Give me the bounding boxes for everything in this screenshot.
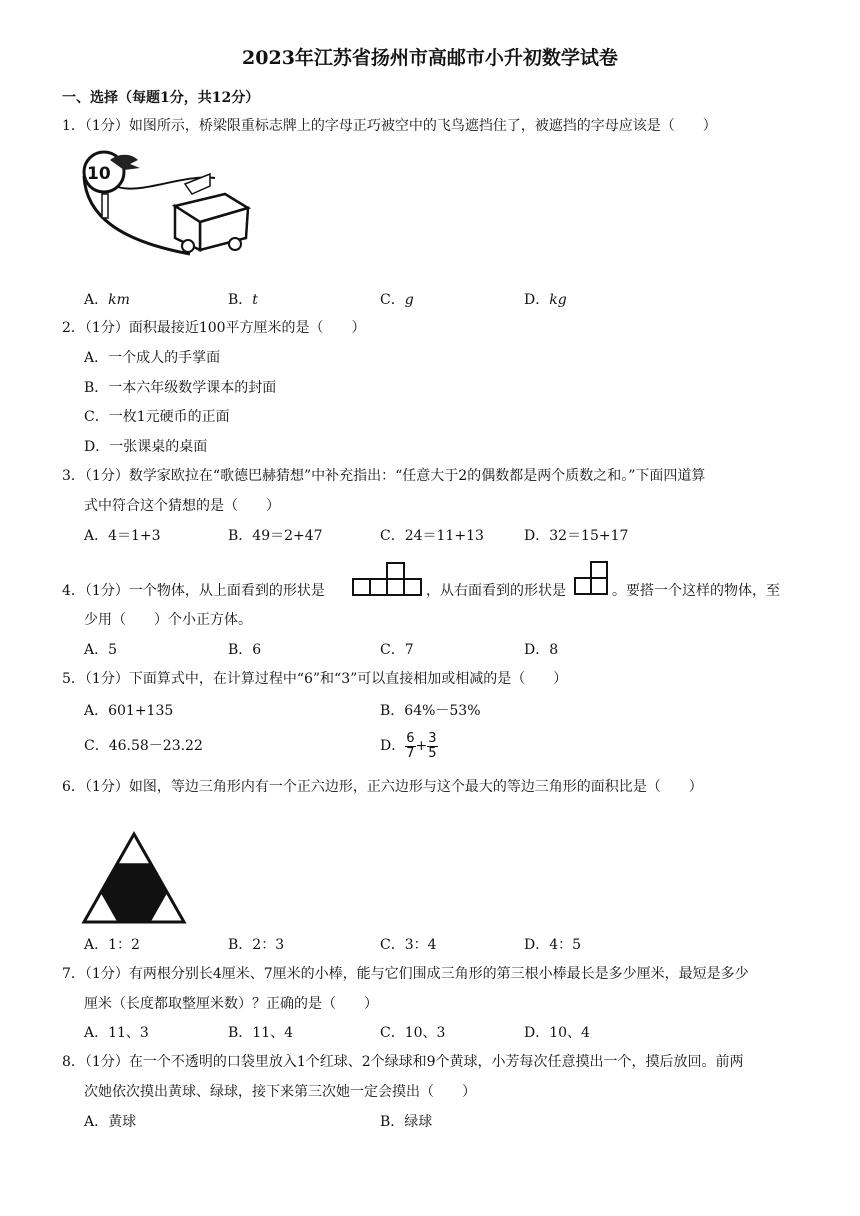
- q7-stem-line2: 厘米（长度都取整厘米数）？正确的是（ ）: [84, 996, 378, 1012]
- q8-option-a[interactable]: A．黄球: [84, 1114, 137, 1130]
- q8-stem-line2: 次她依次摸出黄球、绿球，接下来第三次她一定会摸出（ ）: [84, 1084, 476, 1100]
- q1-option-c[interactable]: C．g: [380, 292, 414, 308]
- bridge-truck-figure: [80, 146, 260, 258]
- q4-option-c[interactable]: C．7: [380, 642, 414, 658]
- q8-option-b[interactable]: B．绿球: [380, 1114, 433, 1130]
- fraction-six-sevenths: $\frac{6}{7}$: [406, 730, 415, 761]
- fraction-three-fifths: $\frac{3}{5}$: [428, 730, 437, 761]
- q2-option-b[interactable]: B．一本六年级数学课本的封面: [84, 380, 277, 396]
- right-view-figure: [574, 560, 610, 596]
- q3-option-b[interactable]: B．49＝2+47: [228, 528, 323, 544]
- q5-option-d[interactable]: D． $\frac{6}{7}$ + $\frac{3}{5}$: [380, 730, 437, 761]
- q4-stem-line2: 少用（ ）个小正方体。: [84, 612, 252, 628]
- section-heading: 一、选择（每题1分，共12分）: [62, 90, 260, 106]
- sign-text: 10: [87, 164, 111, 184]
- q2-option-c[interactable]: C．一枚1元硬币的正面: [84, 409, 230, 425]
- q3-option-d[interactable]: D．32＝15+17: [524, 528, 629, 544]
- q4-stem-part1: 4．（1分）一个物体，从上面看到的形状是: [62, 583, 325, 599]
- q6-option-d[interactable]: D．4：5: [524, 937, 582, 953]
- q6-stem: 6．（1分）如图，等边三角形内有一个正六边形，正六边形与这个最大的等边三角形的面积比是（ ）: [62, 779, 703, 795]
- q3-stem-line1: 3．（1分）数学家欧拉在“歌德巴赫猜想”中补充指出：“任意大于2的偶数都是两个质数之和。”下面四道算: [62, 468, 706, 484]
- q4-stem-part2: ，从右面看到的形状是: [426, 583, 566, 599]
- triangle-hexagon-figure: [82, 832, 186, 924]
- q4-stem-part3: 。要搭一个这样的物体，至: [612, 583, 780, 599]
- q1-stem: 1．（1分）如图所示，桥梁限重标志牌上的字母正巧被空中的飞鸟遮挡住了，被遮挡的字母应该是（ ）: [62, 118, 717, 134]
- q7-option-a[interactable]: A．11、3: [84, 1025, 149, 1041]
- q5-option-b[interactable]: B．64%－53%: [380, 703, 481, 719]
- q8-stem-line1: 8．（1分）在一个不透明的口袋里放入1个红球、2个绿球和9个黄球，小芳每次任意摸出一个，摸后放回。前两: [62, 1054, 744, 1070]
- q7-option-c[interactable]: C．10、3: [380, 1025, 446, 1041]
- q3-option-c[interactable]: C．24＝11+13: [380, 528, 484, 544]
- q6-option-b[interactable]: B．2：3: [228, 937, 285, 953]
- q2-option-a[interactable]: A．一个成人的手掌面: [84, 350, 221, 366]
- q1-option-b[interactable]: B．t: [228, 292, 258, 308]
- q5-option-c[interactable]: C．46.58－23.22: [84, 738, 203, 754]
- q4-option-a[interactable]: A．5: [84, 642, 118, 658]
- q5-stem: 5．（1分）下面算式中，在计算过程中“6”和“3”可以直接相加或相减的是（ ）: [62, 671, 568, 687]
- top-view-figure: [352, 562, 424, 596]
- q7-option-b[interactable]: B．11、4: [228, 1025, 294, 1041]
- q5-option-a[interactable]: A．601+135: [84, 703, 174, 719]
- page-title: 2023年江苏省扬州市高邮市小升初数学试卷: [242, 47, 618, 69]
- q7-option-d[interactable]: D．10、4: [524, 1025, 590, 1041]
- q4-option-d[interactable]: D．8: [524, 642, 559, 658]
- q2-stem: 2．（1分）面积最接近100平方厘米的是（ ）: [62, 320, 366, 336]
- q2-option-d[interactable]: D．一张课桌的桌面: [84, 439, 208, 455]
- q6-option-c[interactable]: C．3：4: [380, 937, 437, 953]
- q1-option-d[interactable]: D．kg: [524, 292, 567, 308]
- q6-option-a[interactable]: A．1：2: [84, 937, 140, 953]
- q7-stem-line1: 7．（1分）有两根分别长4厘米、7厘米的小棒，能与它们围成三角形的第三根小棒最长是多少厘米，最短是多少: [62, 966, 749, 982]
- q3-option-a[interactable]: A．4＝1+3: [84, 528, 161, 544]
- q4-option-b[interactable]: B．6: [228, 642, 262, 658]
- q1-option-a[interactable]: A．km: [84, 292, 130, 308]
- q3-stem-line2: 式中符合这个猜想的是（ ）: [84, 498, 280, 514]
